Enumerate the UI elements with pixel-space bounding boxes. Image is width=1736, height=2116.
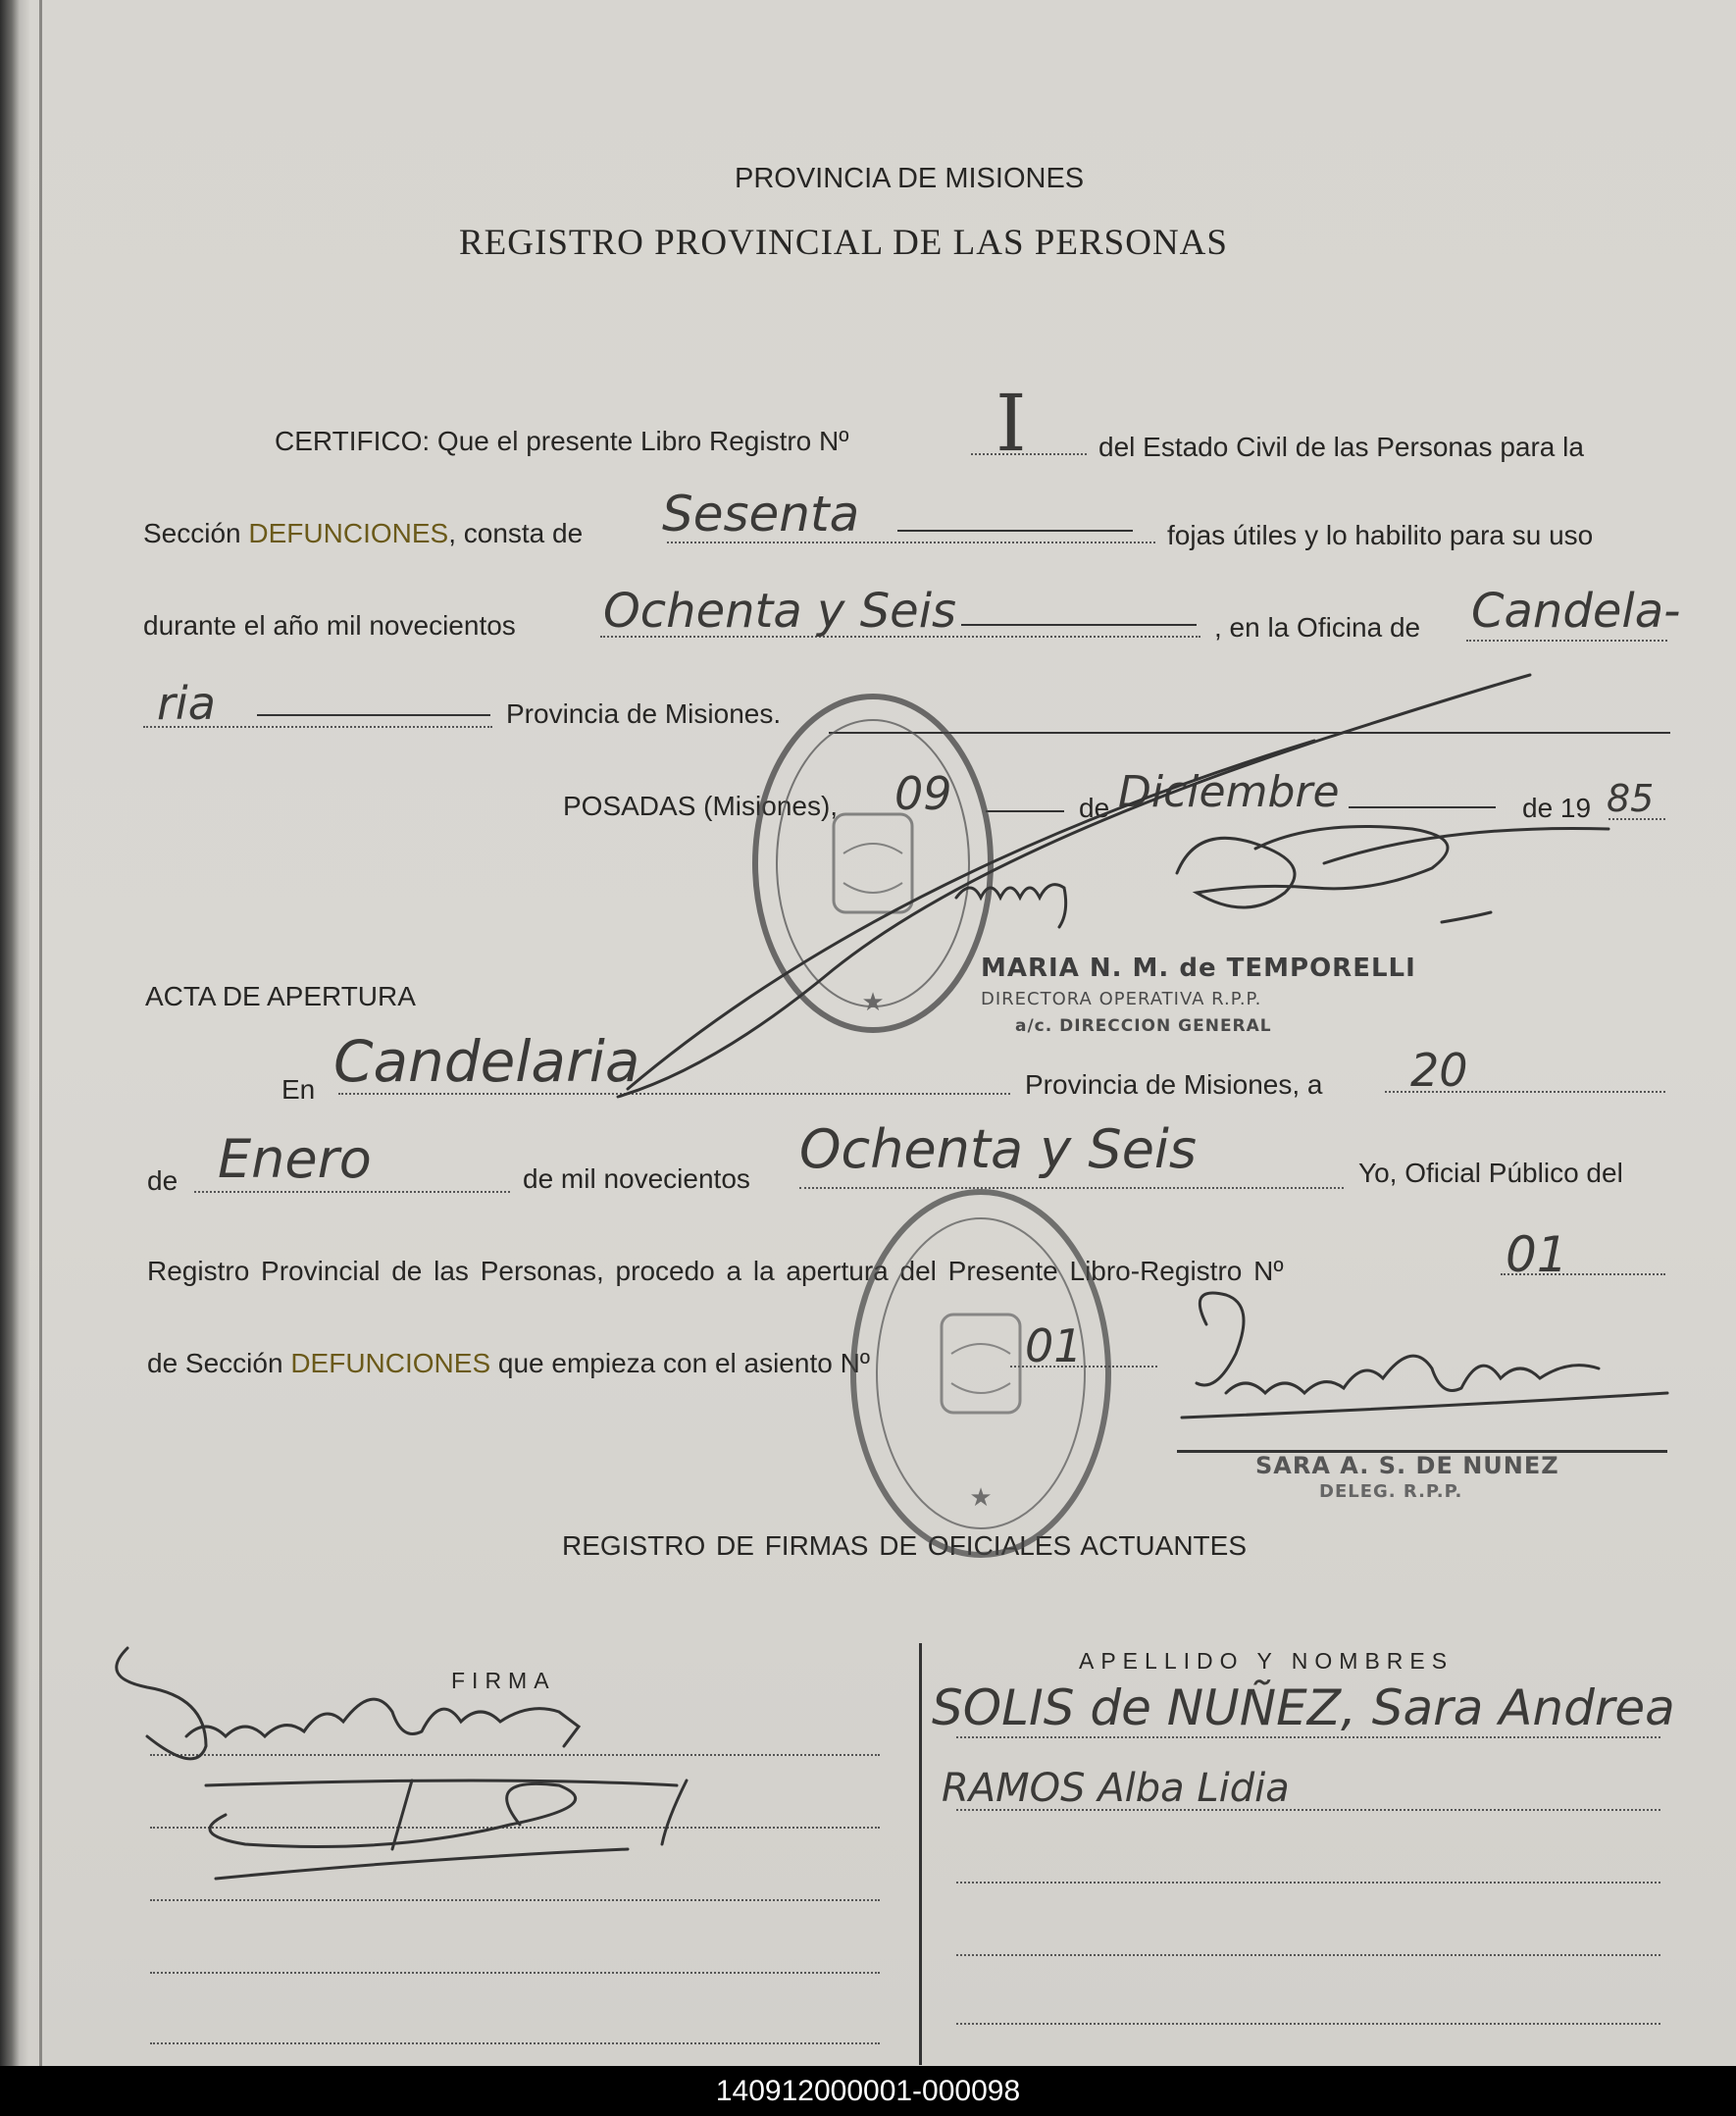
acta-line4: de Sección DEFUNCIONES que empieza con el asiento Nº — [147, 1348, 871, 1378]
libro-no-handwritten: I — [996, 378, 1027, 469]
delegada-oval-stamp — [853, 1192, 1108, 1555]
acta-en: En — [281, 1074, 316, 1105]
acta-libro-handwritten: 01 — [1506, 1226, 1568, 1283]
acta-provincia: Provincia de Misiones, a — [1025, 1069, 1323, 1100]
posadas-label: POSADAS (Misiones), — [563, 791, 839, 821]
certifico-line4: Provincia de Misiones. — [506, 698, 782, 729]
svg-text:★: ★ — [861, 988, 885, 1017]
certifico-line1-a: CERTIFICO: Que el presente Libro Registro Nº — [275, 426, 849, 456]
acta-de: de — [147, 1165, 179, 1196]
dia-handwritten: 09 — [894, 767, 952, 820]
acta-de-mil: de mil novecientos — [523, 1163, 750, 1194]
director-stamp-name: MARIA N. M. de TEMPORELLI — [981, 954, 1416, 983]
firma-signature-1 — [117, 1648, 579, 1759]
director-stamp-sub: a/c. DIRECCION GENERAL — [1015, 1016, 1272, 1036]
certifico-line1-b: del Estado Civil de las Personas para la — [1098, 432, 1584, 462]
certifico-line2-d: fojas útiles y lo habilito para su uso — [1167, 520, 1594, 550]
acta-mes-handwritten: Enero — [218, 1128, 372, 1190]
certifico-line2-a: Sección DEFUNCIONES, consta de — [143, 518, 584, 548]
acta-line3: Registro Provincial de las Personas, procedo a la apertura del Presente Libro-Registro Nº — [147, 1256, 1284, 1286]
image-id-footer: 140912000001-000098 — [0, 2066, 1736, 2116]
delegada-stamp-name: SARA A. S. DE NUNEZ — [1255, 1452, 1559, 1479]
de-19-label: de 19 — [1522, 793, 1592, 823]
col-nombres-header: APELLIDO Y NOMBRES — [1079, 1648, 1455, 1674]
svg-text:★: ★ — [969, 1483, 993, 1513]
delegada-signature — [1182, 1293, 1667, 1418]
certifico-line3-a: durante el año mil novecientos — [143, 610, 516, 641]
acta-yo: Yo, Oficial Público del — [1358, 1158, 1623, 1188]
acta-asiento-handwritten: 01 — [1025, 1319, 1083, 1372]
mes-handwritten: Diciembre — [1118, 767, 1340, 817]
oficina-handwritten-1: Candela- — [1471, 584, 1681, 639]
anio-handwritten: Ochenta y Seis — [603, 584, 957, 639]
director-stamp-title: DIRECTORA OPERATIVA R.P.P. — [981, 989, 1262, 1009]
nombre-handwritten-1: SOLIS de NUÑEZ, Sara Andrea — [932, 1679, 1675, 1736]
anio-corto-handwritten: 85 — [1607, 777, 1655, 820]
firma-signature-2 — [206, 1781, 687, 1879]
certifico-line3-b: , en la Oficina de — [1214, 612, 1421, 643]
firmas-title: REGISTRO DE FIRMAS DE OFICIALES ACTUANTES — [562, 1530, 1247, 1561]
de-label-1: de — [1079, 793, 1110, 823]
registry-heading: REGISTRO PROVINCIAL DE LAS PERSONAS — [459, 223, 1228, 263]
acta-dia-handwritten: 20 — [1410, 1044, 1468, 1097]
delegada-stamp-title: DELEG. R.P.P. — [1319, 1481, 1463, 1502]
fojas-handwritten: Sesenta — [662, 486, 860, 542]
nombre-handwritten-2: RAMOS Alba Lidia — [942, 1766, 1290, 1811]
acta-title: ACTA DE APERTURA — [145, 981, 416, 1011]
director-signature — [618, 675, 1608, 1097]
col-firma-header: FIRMA — [451, 1668, 556, 1693]
province-heading: PROVINCIA DE MISIONES — [735, 163, 1085, 194]
oficina-handwritten-2: ria — [157, 677, 216, 730]
acta-anio-handwritten: Ochenta y Seis — [799, 1118, 1198, 1180]
acta-lugar-handwritten: Candelaria — [333, 1028, 640, 1095]
director-oval-stamp — [755, 697, 991, 1030]
